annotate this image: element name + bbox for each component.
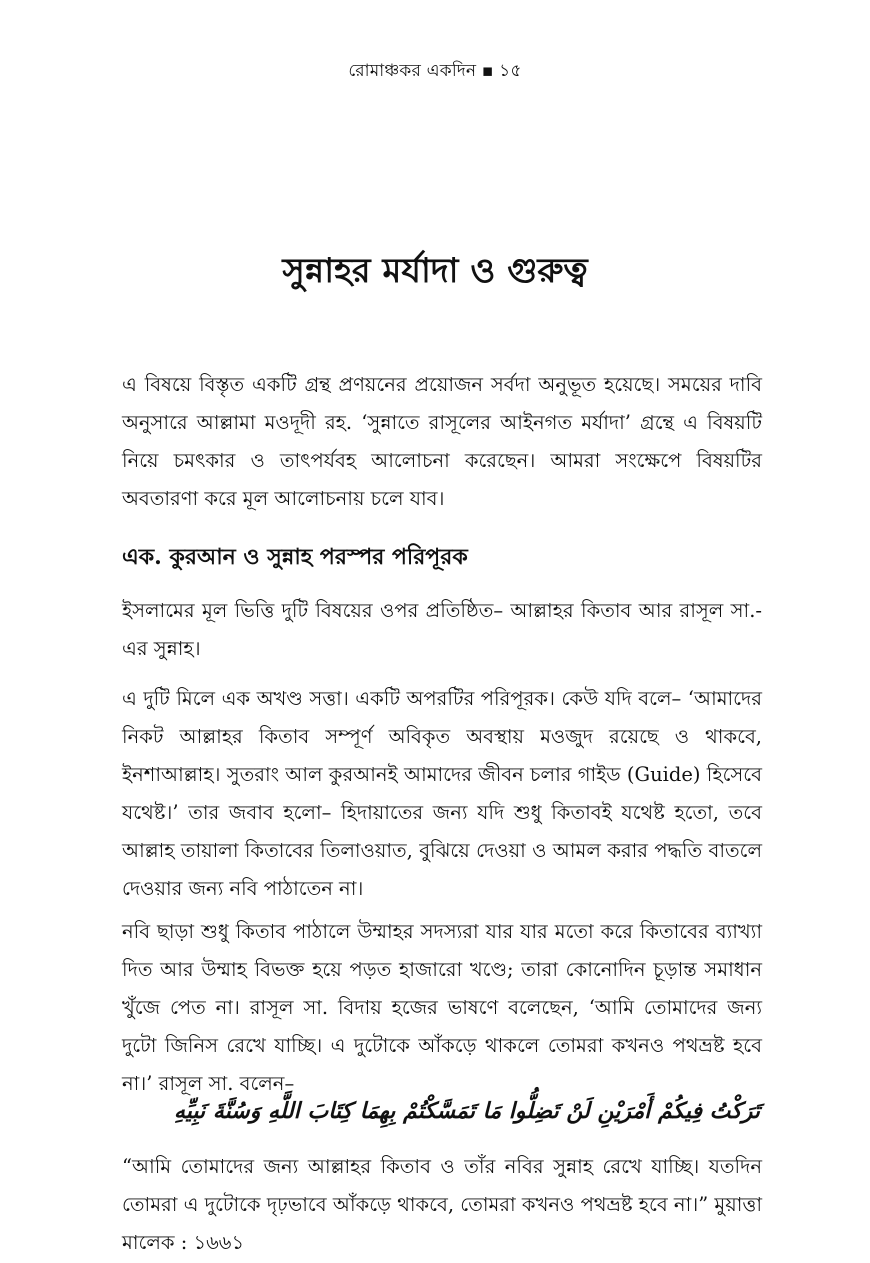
arabic-hadith-quote: تَرَكْتُ فِيكُمْ أَمْرَيْنِ لَنْ تَضِلُّوا مَا تَمَسَّكْتُمْ بِهِمَا كِتَابَ اللَّهِ وَسُنَّةَ نَبِيِّهِ (173, 1098, 760, 1124)
section-heading: এক. কুরআন ও সুন্নাহ পরস্পর পরিপূরক (122, 544, 468, 570)
body-paragraph-1: ইসলামের মূল ভিত্তি দুটি বিষয়ের ওপর প্রতিষ্ঠিত– আল্লাহর কিতাব আর রাসূল সা.-এর সুন্নাহ। (122, 599, 762, 660)
running-header: রোমাঞ্চকর একদিন ▪ ১৫ (348, 61, 522, 81)
body-paragraph-2: এ দুটি মিলে এক অখণ্ড সত্তা। একটি অপরটির পরিপূরক। কেউ যদি বলে– ‘আমাদের নিকট আল্লাহর কিতাব সম্পূর্ণ অবিকৃত অবস্থায় মওজুদ রয়েছে ও থাকবে, ইনশাআল্লাহ। সুতরাং আল কুরআনই আমাদের জীবন চলার গাইড (Guide) হিসেবে যথেষ্ট।’ তার জবাব হলো– হিদায়াতের জন্য যদি শুধু কিতাবই যথেষ্ট হতো, তবে আল্লাহ তায়ালা কিতাবের তিলাওয়াত, বুঝিয়ে দেওয়া ও আমল করার পদ্ধতি বাতলে দেওয়ার জন্য নবি পাঠাতেন না। (122, 687, 762, 900)
hadith-translation: “আমি তোমাদের জন্য আল্লাহর কিতাব ও তাঁর নবির সুন্নাহ রেখে যাচ্ছি। যতদিন তোমরা এ দুটোকে দৃঢ়ভাবে আঁকড়ে থাকবে, তোমরা কখনও পথভ্রষ্ট হবে না।” মুয়াত্তা মালেক : ১৬৬১ (122, 1155, 762, 1254)
chapter-title: সুন্নাহর মর্যাদা ও গুরুত্ব (282, 251, 588, 291)
intro-paragraph: এ বিষয়ে বিস্তৃত একটি গ্রন্থ প্রণয়নের প্রয়োজন সর্বদা অনুভূত হয়েছে। সময়ের দাবি অনুসারে আল্লামা মওদূদী রহ. ‘সুন্নাতে রাসূলের আইনগত মর্যাদা’ গ্রন্থে এ বিষয়টি নিয়ে চমৎকার ও তাৎপর্যবহ আলোচনা করেছেন। আমরা সংক্ষেপে বিষয়টির অবতারণা করে মূল আলোচনায় চলে যাব। (122, 373, 762, 510)
body-paragraph-3: নবি ছাড়া শুধু কিতাব পাঠালে উম্মাহর সদস্যরা যার যার মতো করে কিতাবের ব্যাখ্যা দিত আর উম্মাহ বিভক্ত হয়ে পড়ত হাজারো খণ্ডে; তারা কোনোদিন চূড়ান্ত সমাধান খুঁজে পেত না। রাসূল সা. বিদায় হজের ভাষণে বলেছেন, ‘আমি তোমাদের জন্য দুটো জিনিস রেখে যাচ্ছি। এ দুটোকে আঁকড়ে থাকলে তোমরা কখনও পথভ্রষ্ট হবে না।’ রাসূল সা. বলেন– (122, 920, 762, 1095)
